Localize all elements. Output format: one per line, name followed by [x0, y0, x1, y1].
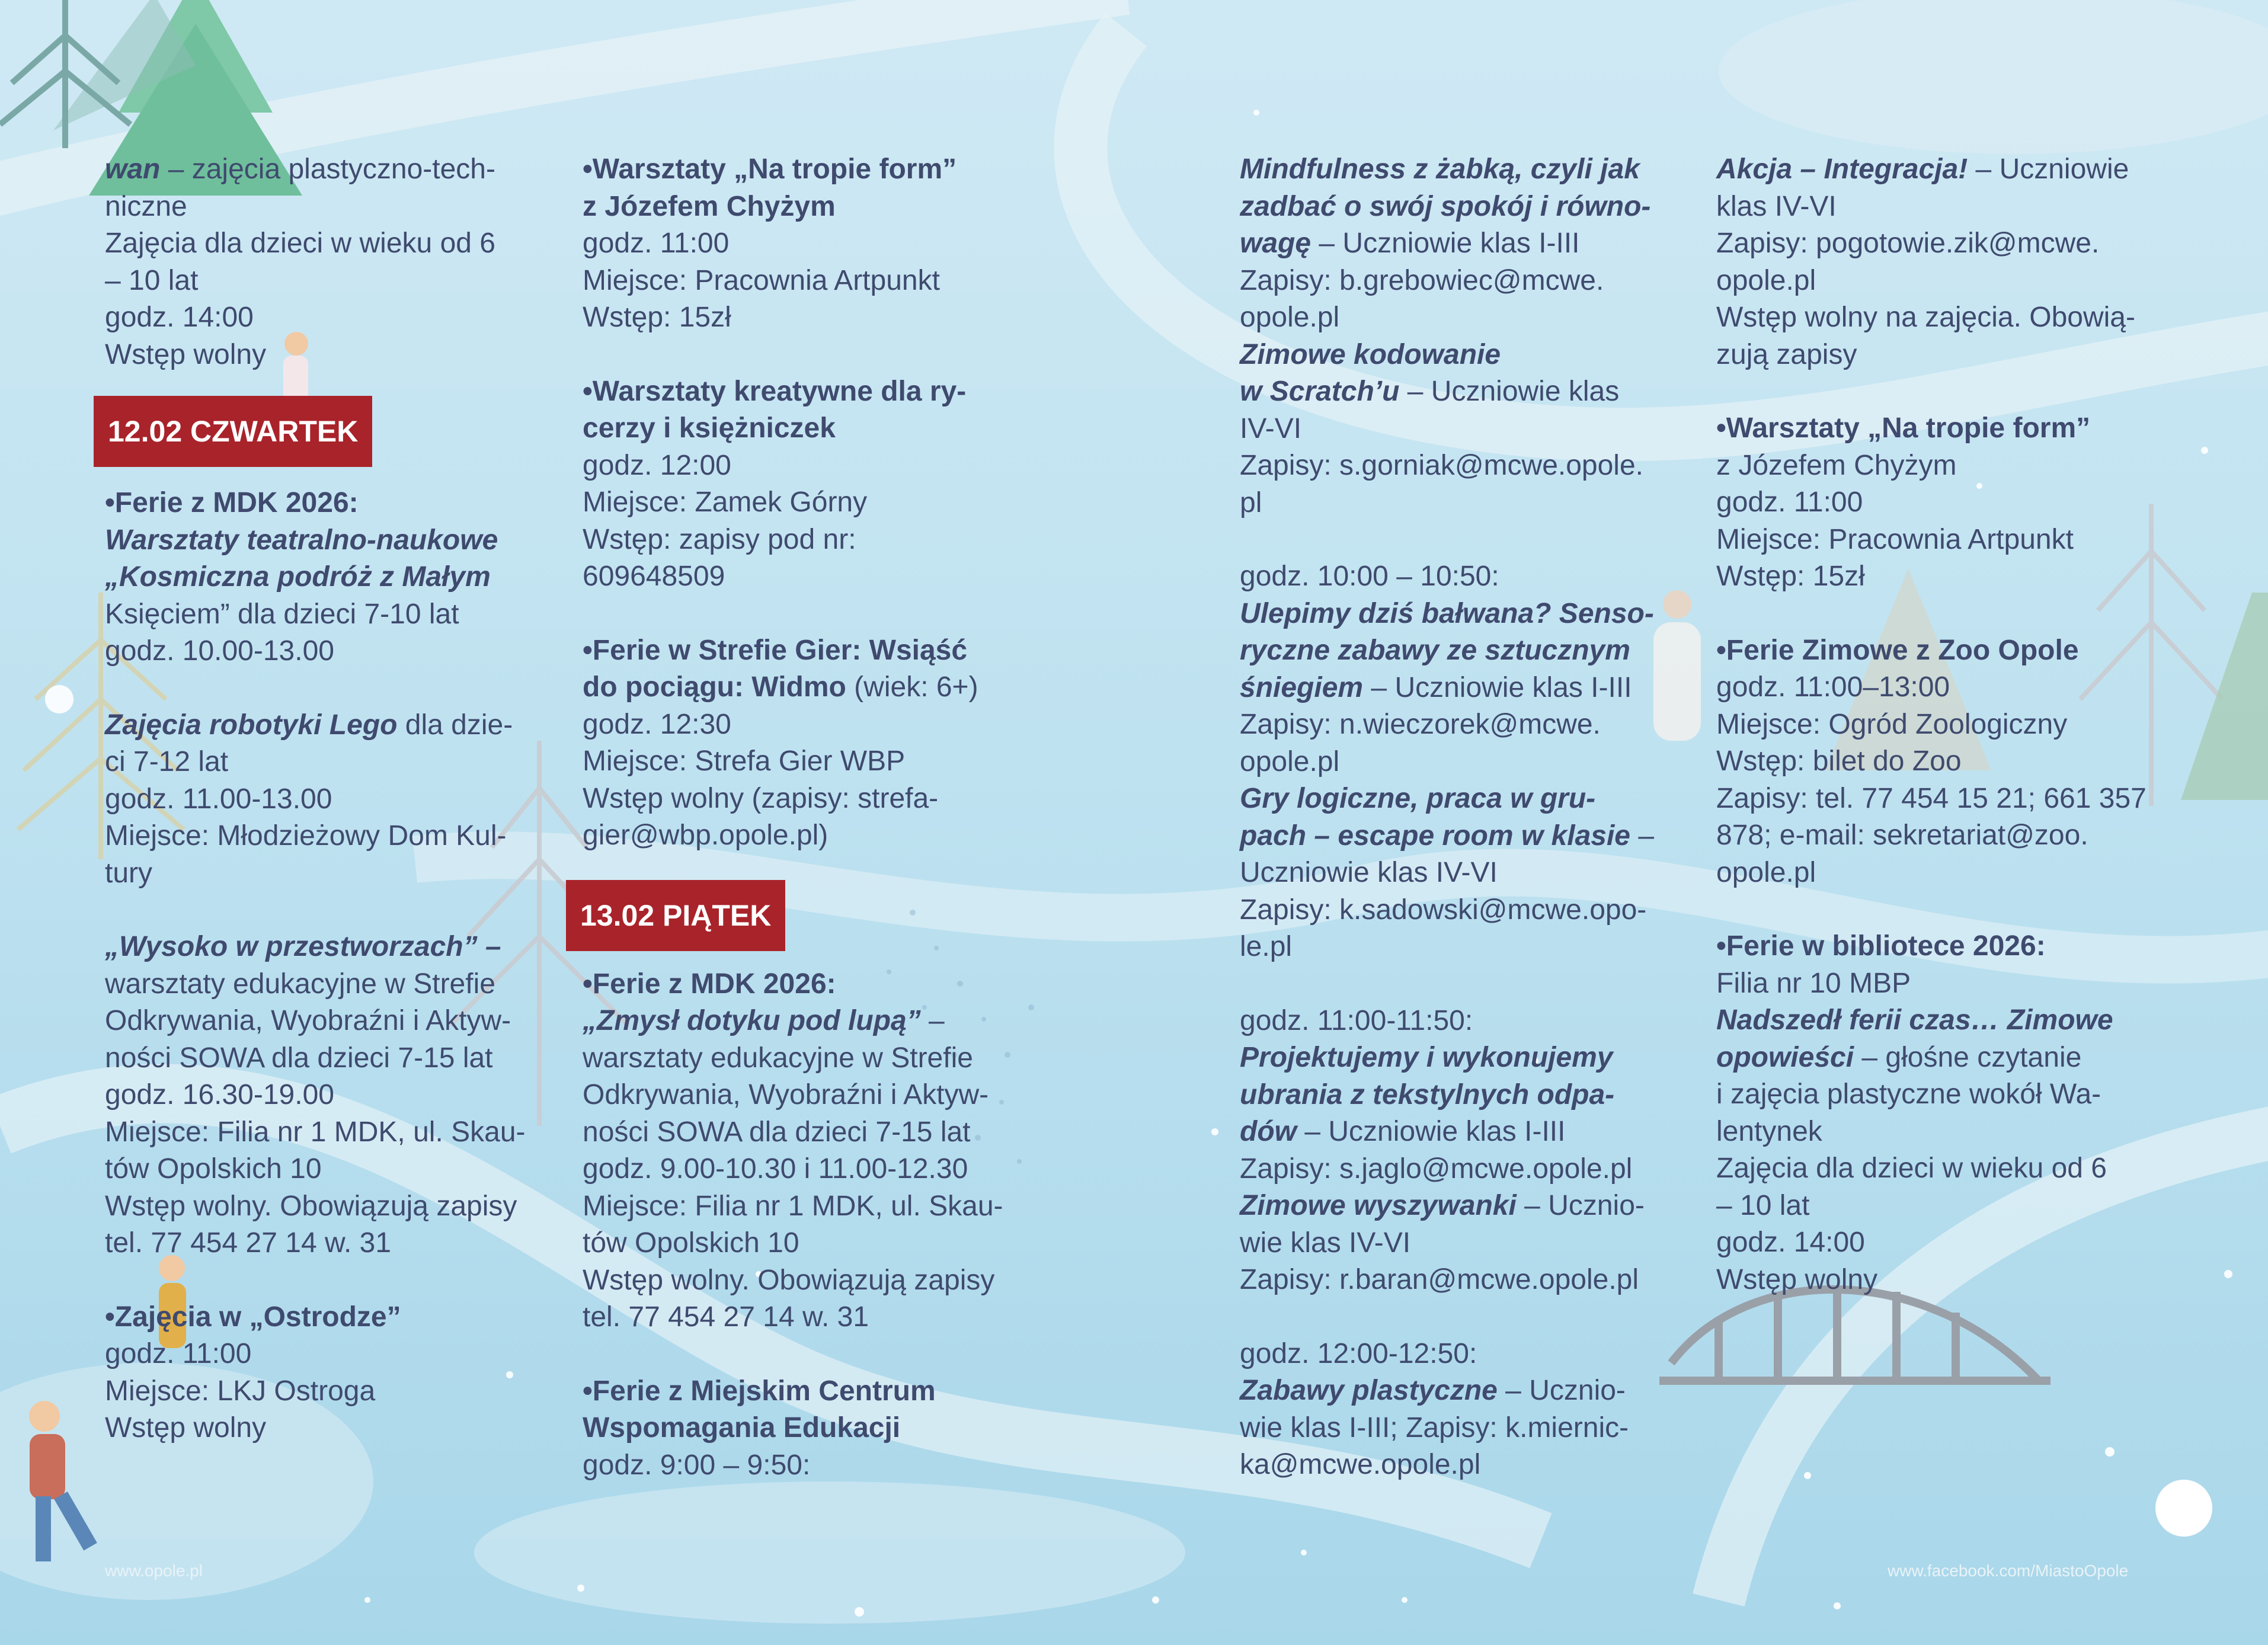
event-signup: opole.pl [1716, 856, 1816, 888]
event-entry: Wstęp: bilet do Zoo [1716, 745, 1962, 777]
event-hours: godz. 9.00-10.30 i 11.00-12.30 [583, 1153, 968, 1185]
ice-patch [474, 1481, 1185, 1624]
event-text: – Ucznio- [1516, 1190, 1645, 1221]
event-line [105, 707, 526, 744]
event-entry: Wstęp wolny. Obowiązują zapisy [583, 1264, 995, 1296]
event-hours: godz. 9:00 – 9:50: [583, 1449, 811, 1481]
event-hours: godz. 12:30 [583, 708, 731, 740]
event-heading: •Ferie z Miejskim Centrum [583, 1375, 936, 1407]
event-hours: godz. 12:00 [583, 449, 731, 481]
event-title: „Wysoko w przestworzach” – [105, 931, 501, 962]
event-line [105, 596, 526, 633]
event-hours: godz. 10.00-13.00 [105, 635, 334, 667]
event-text: – głośne czytanie [1854, 1041, 2082, 1073]
event-place: Miejsce: LKJ Ostroga [105, 1375, 376, 1407]
event-title: w Scratch’u [1240, 376, 1400, 407]
footer-website-link[interactable]: www.opole.pl [105, 1561, 203, 1580]
event-line [1240, 1372, 1654, 1410]
event-signup: opole.pl [1240, 745, 1340, 777]
event-text: ności SOWA dla dzieci 7-15 lat [105, 1042, 493, 1074]
event-place: Miejsce: Młodzieżowy Dom Kul- [105, 820, 507, 852]
skater-figure [1653, 590, 1701, 741]
event-title: „Zmysł dotyku pod lupą” [583, 1005, 921, 1036]
event-heading: •Zajęcia w „Ostrodze” [105, 1301, 401, 1333]
event-signup: Zapisy: n.wieczorek@mcwe. [1240, 709, 1601, 740]
event-heading: •Ferie z MDK 2026: [105, 487, 359, 519]
event-entry: Wstęp: 15zł [583, 302, 731, 333]
event-heading: do pociągu: Widmo [583, 671, 846, 703]
event-heading: •Ferie w Strefie Gier: Wsiąść [583, 634, 968, 666]
event-title: opowieści [1716, 1041, 1854, 1073]
event-entry: Wstęp: zapisy pod nr: [583, 523, 856, 555]
event-entry: Wstęp wolny [105, 1412, 267, 1444]
event-text: – zajęcia plastyczno-tech- [160, 153, 495, 185]
event-heading: •Ferie Zimowe z Zoo Opole [1716, 634, 2079, 666]
event-text: IV-VI [1240, 412, 1302, 444]
event-title: Akcja – Integracja! [1716, 153, 1968, 185]
event-hours: godz. 11.00-13.00 [105, 783, 332, 815]
event-line [583, 1003, 1003, 1040]
event-signup: 878; e-mail: sekretariat@zoo. [1716, 820, 2088, 851]
event-text: z Józefem Chyżym [1716, 449, 1957, 481]
event-title: śniegiem [1240, 671, 1364, 703]
event-line [1240, 1188, 1654, 1225]
event-text: – Uczniowie [1968, 153, 2129, 185]
event-hours: godz. 11:00 [105, 1338, 252, 1369]
event-place: Miejsce: Strefa Gier WBP [583, 745, 906, 777]
column-3 [1240, 151, 1654, 1484]
event-signup: Zapisy: b.grebowiec@mcwe. [1240, 264, 1604, 296]
event-text: Zajęcia dla dzieci w wieku od 6 [1716, 1153, 2107, 1184]
event-place: tów Opolskich 10 [105, 1153, 322, 1185]
event-place: Miejsce: Ogród Zoologiczny [1716, 708, 2068, 740]
event-text: – Ucznio- [1497, 1375, 1626, 1406]
event-hours: godz. 16.30-19.00 [105, 1079, 334, 1110]
event-signup: pl [1240, 487, 1262, 519]
event-title: Ulepimy dziś bałwana? Senso- [1240, 597, 1654, 629]
event-line [1240, 1113, 1654, 1151]
event-text: – Uczniowie klas [1399, 376, 1620, 407]
event-entry: Wstęp wolny [1716, 1263, 1878, 1295]
event-text: (wiek: 6+) [846, 671, 978, 703]
event-text: Filia nr 10 MBP [1716, 967, 1911, 999]
event-title: Zimowe wyszywanki [1240, 1190, 1517, 1221]
event-phone: tel. 77 454 27 14 w. 31 [105, 1227, 392, 1259]
event-text: Odkrywania, Wyobraźni i Aktyw- [583, 1079, 989, 1110]
event-hours: godz. 11:00 [1716, 487, 1863, 518]
event-text: Uczniowie klas IV-VI [1240, 857, 1498, 888]
event-entry: Wstęp wolny (zapisy: strefa- [583, 782, 939, 814]
event-line [1716, 1039, 2147, 1077]
event-title: pach – escape room w klasie [1240, 820, 1630, 852]
event-title: ryczne zabawy ze sztucznym [1240, 635, 1630, 666]
event-text: dla dzieci 7-10 lat [229, 598, 459, 630]
date-badge-thursday: 12.02 CZWARTEK [94, 396, 372, 467]
event-place: Miejsce: Pracownia Artpunkt [583, 264, 940, 296]
event-text: – 10 lat [105, 264, 199, 296]
event-title: Zimowe kodowanie [1240, 338, 1501, 370]
column-1 [105, 151, 526, 1447]
snowball-icon [2155, 1480, 2212, 1537]
event-title: Warsztaty teatralno-naukowe [105, 524, 498, 556]
event-line [1240, 225, 1654, 263]
event-heading: •Warsztaty kreatywne dla ry- [583, 375, 967, 407]
event-signup: opole.pl [1240, 302, 1340, 333]
event-signup: Zapisy: k.sadowski@mcwe.opo- [1240, 894, 1647, 926]
event-phone: 609648509 [583, 561, 725, 592]
event-place: Miejsce: Zamek Górny [583, 487, 868, 518]
date-badge-friday: 13.02 PIĄTEK [566, 880, 785, 951]
event-title: Zabawy plastyczne [1240, 1375, 1498, 1406]
event-title: „Kosmiczna podróż z Małym [105, 561, 491, 593]
event-text: Księciem” [105, 598, 230, 630]
event-hours: godz. 11:00 [583, 228, 730, 259]
event-text: warsztaty edukacyjne w Strefie [583, 1042, 973, 1074]
event-place: Miejsce: Pracownia Artpunkt [1716, 523, 2074, 555]
event-entry: gier@wbp.opole.pl) [583, 820, 828, 851]
event-entry: zują zapisy [1716, 338, 1857, 370]
event-line [105, 151, 526, 188]
event-title: Nadszedł ferii czas… Zimowe [1716, 1004, 2113, 1036]
event-entry: Wstęp wolny. Obowiązują zapisy [105, 1190, 517, 1222]
event-title: Zajęcia robotyki Lego [105, 709, 398, 741]
column-2 [583, 151, 1003, 1484]
event-text: ci 7-12 lat [105, 746, 229, 777]
event-text: i zajęcia plastyczne wokół Wa- [1716, 1078, 2101, 1110]
event-place: tury [105, 857, 153, 889]
event-title: Mindfulness z żabką, czyli jak [1240, 153, 1640, 185]
event-heading: •Warsztaty „Na tropie form” [1716, 412, 2091, 444]
event-hours: godz. 14:00 [1716, 1227, 1865, 1258]
event-text: dla dzie- [397, 709, 513, 741]
footer-facebook-link[interactable]: www.facebook.com/MiastoOpole [1888, 1561, 2129, 1580]
event-title: ubrania z tekstylnych odpa- [1240, 1078, 1615, 1110]
event-title: wagę [1240, 228, 1311, 259]
ice-patch [1719, 0, 2268, 154]
event-signup: Zapisy: s.jaglo@mcwe.opole.pl [1240, 1153, 1633, 1185]
event-place: Miejsce: Filia nr 1 MDK, ul. Skau- [583, 1190, 1003, 1222]
event-signup: Zapisy: tel. 77 454 15 21; 661 357 [1716, 782, 2147, 814]
event-text: Zajęcia dla dzieci w wieku od 6 [105, 228, 495, 259]
event-heading: •Warsztaty „Na tropie form” [583, 153, 957, 185]
event-phone: tel. 77 454 27 14 w. 31 [583, 1301, 869, 1333]
event-line [1716, 151, 2147, 188]
event-hours: godz. 14:00 [105, 302, 254, 333]
event-text: klas IV-VI [1716, 190, 1837, 222]
event-title: zadbać o swój spokój i równo- [1240, 190, 1651, 222]
event-text: niczne [105, 190, 187, 222]
event-text: – Uczniowie klas I-III [1363, 671, 1632, 703]
event-heading: z Józefem Chyżym [583, 190, 836, 222]
event-text: lentynek [1716, 1115, 1822, 1147]
event-text: – Uczniowie klas I-III [1311, 228, 1580, 259]
event-signup: Zapisy: r.baran@mcwe.opole.pl [1240, 1264, 1639, 1295]
tree-icon [0, 0, 130, 148]
event-entry: Wstęp wolny na zajęcia. Obowią- [1716, 302, 2135, 333]
event-hours: godz. 11:00–13:00 [1716, 671, 1950, 703]
event-line [1240, 670, 1654, 707]
column-4 [1716, 151, 2147, 1298]
event-text: warsztaty edukacyjne w Strefie [105, 968, 495, 1000]
event-text: – [920, 1005, 945, 1036]
event-hours: godz. 12:00-12:50: [1240, 1337, 1477, 1369]
event-signup: le.pl [1240, 931, 1293, 962]
event-line [583, 669, 1003, 706]
event-signup: Zapisy: pogotowie.zik@mcwe. [1716, 228, 2100, 259]
event-text: wie klas IV-VI [1240, 1227, 1411, 1259]
event-title: wan [105, 153, 161, 185]
event-heading: cerzy i księżniczek [583, 412, 836, 444]
event-text: ności SOWA dla dzieci 7-15 lat [583, 1116, 971, 1148]
event-place: tów Opolskich 10 [583, 1227, 799, 1259]
event-heading: Wspomagania Edukacji [583, 1412, 901, 1444]
event-text: Odkrywania, Wyobraźni i Aktyw- [105, 1005, 511, 1036]
event-place: Miejsce: Filia nr 1 MDK, ul. Skau- [105, 1116, 526, 1148]
event-text: – Uczniowie klas I-III [1296, 1116, 1566, 1147]
event-entry: Wstęp wolny [105, 338, 267, 370]
event-line [1240, 818, 1654, 855]
event-text: wie klas I-III; Zapisy: k.miernic- [1240, 1412, 1629, 1444]
event-text: – 10 lat [1716, 1189, 1810, 1221]
event-hours: godz. 11:00-11:50: [1240, 1004, 1473, 1036]
event-title: dów [1240, 1116, 1297, 1147]
event-entry: Wstęp: 15zł [1716, 561, 1865, 592]
event-text: – [1630, 820, 1655, 852]
event-heading: •Ferie z MDK 2026: [583, 968, 836, 1000]
event-signup: opole.pl [1716, 264, 1816, 296]
event-title: Projektujemy i wykonujemy [1240, 1042, 1613, 1073]
event-title: Gry logiczne, praca w gru- [1240, 783, 1596, 814]
event-heading: •Ferie w bibliotece 2026: [1716, 930, 2046, 962]
event-signup: Zapisy: s.gorniak@mcwe.opole. [1240, 450, 1643, 481]
event-hours: godz. 10:00 – 10:50: [1240, 561, 1499, 592]
event-signup: ka@mcwe.opole.pl [1240, 1449, 1481, 1480]
event-line [1240, 373, 1654, 411]
